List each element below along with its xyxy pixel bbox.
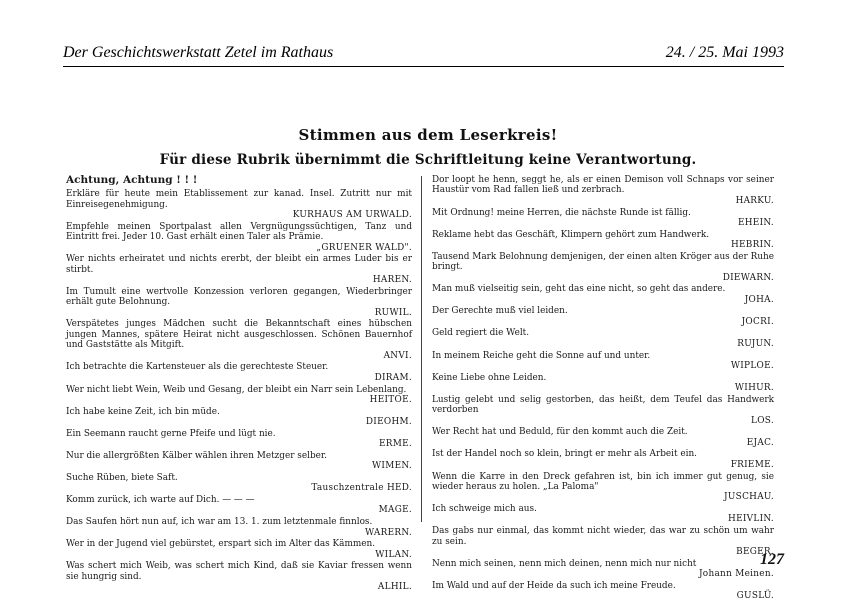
entry-text: Suche Rüben, biete Saft. [66, 472, 178, 483]
reader-entry [432, 504, 774, 525]
entry-text: Das gabs nur einmal, das kommt nicht wieder, das war zu schön um wahr zu sein. [432, 526, 774, 547]
entry-text: Im Wald und auf der Heide da such ich meine Freude. [432, 580, 676, 591]
reader-entry [432, 395, 774, 426]
running-header-title: Der Geschichtswerkstatt Zetel im Rathaus [63, 44, 334, 61]
reader-entry [66, 189, 412, 220]
entry-text: Erkläre für heute mein Etablissement zur kanad. Insel. Zutritt nur mit Einreisegenehmigung. [66, 189, 412, 210]
entry-author: EJAC. [746, 437, 774, 448]
entry-author: BEGER. [736, 546, 774, 557]
entry-text: Nur die allergrößten Kälber wählen ihren Metzger selber. [66, 450, 327, 461]
entry-text: Geld regiert die Welt. [432, 328, 530, 339]
reader-entry [66, 407, 412, 428]
reader-entry [432, 472, 774, 503]
entry-text: Keine Liebe ohne Leiden. [432, 372, 547, 383]
reader-entry [432, 328, 774, 349]
reader-entry [66, 254, 412, 285]
column-divider [421, 176, 422, 522]
column-heading: Achtung, Achtung ! ! ! [66, 174, 198, 186]
entry-author: HARKU. [735, 195, 774, 206]
entry-author: LOS. [751, 415, 774, 426]
entry-author: ANVI. [383, 350, 412, 361]
entry-text: Ich habe keine Zeit, ich bin müde. [66, 406, 220, 417]
reader-entry [432, 230, 774, 251]
entry-text: Reklame hebt das Geschäft, Klimpern gehört zum Handwerk. [432, 229, 710, 240]
entry-author: KURHAUS AM URWALD. [292, 210, 412, 221]
entry-author: FRIEME. [730, 459, 774, 470]
entry-text: Ist der Handel noch so klein, bringt er mehr als Arbeit ein. [432, 449, 697, 460]
entry-author: EHEIN. [737, 217, 774, 228]
entry-text: Ich betrachte die Kartensteuer als die gerechteste Steuer. [66, 362, 329, 373]
reader-entry [66, 429, 412, 450]
entry-text: Empfehle meinen Sportpalast allen Vergnügungssüchtigen, Tanz und Eintritt frei. Jeder 10. Gast erhält einen Taler als Prämie. [66, 221, 412, 243]
page-number: 127 [760, 551, 784, 568]
right-column [432, 175, 774, 603]
reader-entry [432, 427, 774, 448]
reader-entry [66, 319, 412, 361]
entry-author: DIEOHM. [365, 417, 412, 428]
entry-author: JUSCHAU. [724, 492, 774, 503]
entry-text: Mit Ordnung! meine Herren, die nächste Runde ist fällig. [432, 207, 691, 218]
entry-author: JOHA. [744, 294, 774, 305]
entry-author: „GRUENER WALD". [316, 242, 412, 253]
entry-author: MAGE. [378, 505, 412, 516]
entry-author: WIMEN. [371, 461, 412, 472]
entry-author: HEBRIN. [730, 240, 774, 251]
reader-entry [66, 287, 412, 318]
entry-text: Der Gerechte muß viel leiden. [432, 306, 568, 317]
entry-author: RUWIL. [374, 307, 412, 318]
reader-entry [432, 581, 774, 602]
entry-author: HEIVLIN. [728, 514, 774, 525]
entry-author: WARERN. [364, 527, 412, 538]
entry-author: ALHIL. [377, 582, 412, 593]
reader-entry [66, 517, 412, 538]
entry-text: Ich schweige mich aus. [432, 504, 537, 515]
entry-text: Wer in der Jugend viel gebürstet, erspart sich im Alter das Kämmen. [66, 539, 376, 550]
reader-entry [66, 362, 412, 383]
reader-entry [432, 559, 774, 580]
entry-text: Komm zurück, ich warte auf Dich. — — — [66, 495, 255, 506]
entry-text: Im Tumult eine wertvolle Konzession verloren gegangen, Wiederbringer erhält gute Belohnung. [66, 286, 412, 308]
reader-entry [66, 561, 412, 592]
entry-text: Tausend Mark Belohnung demjenigen, der einen alten Kröger aus der Ruhe bringt. [432, 251, 774, 273]
reader-entry [432, 252, 774, 283]
reader-entry [432, 373, 774, 394]
entry-text: Wer nichts erheiratet und nichts ererbt, der bleibt ein armes Luder bis er stirbt. [66, 254, 412, 275]
entry-text: Lustig gelebt und selig gestorben, das heißt, dem Teufel das Handwerk verdorben [432, 394, 774, 416]
entry-text: Ein Seemann raucht gerne Pfeife und lügt nie. [66, 428, 276, 439]
reader-entry [432, 351, 774, 372]
entry-text: Man muß vielseitig sein, geht das eine nicht, so geht das andere. [432, 284, 726, 295]
entry-author: DIEWARN. [722, 272, 774, 283]
entry-author: HAREN. [372, 275, 412, 286]
entry-text: Das Saufen hört nun auf, ich war am 13. 1. zum letztenmale finnlos. [66, 517, 373, 528]
entry-text: Wenn die Karre in den Dreck gefahren ist, bin ich immer gut genug, sie wieder heraus zu holen. „La Paloma" [432, 471, 774, 492]
running-header-date: 24. / 25. Mai 1993 [665, 44, 784, 61]
article-title: Stimmen aus dem Leserkreis! [298, 126, 558, 144]
header-rule [63, 66, 784, 67]
entry-author: WIPLOE. [730, 360, 774, 371]
article-subtitle: Für diese Rubrik übernimmt die Schriftleitung keine Verantwortung. [159, 152, 697, 168]
entry-author: RUJUN. [737, 338, 774, 349]
reader-entry [432, 208, 774, 229]
entry-text: Dor loopt he henn, seggt he, als er einen Demison voll Schnaps vor seiner Haustür vom Rad fallen ließ und zerbrach. [432, 175, 774, 196]
entry-text: In meinem Reiche geht die Sonne auf und unter. [432, 350, 651, 361]
left-column [66, 175, 412, 594]
entry-author: JOCRI. [741, 316, 774, 327]
reader-entry [66, 539, 412, 560]
reader-entry [432, 306, 774, 327]
entry-author: Tauschzentrale HED. [311, 483, 412, 494]
reader-entry [432, 526, 774, 557]
entry-author: DIRAM. [374, 372, 412, 383]
entry-author: WILAN. [375, 549, 412, 560]
entry-text: Wer nicht liebt Wein, Weib und Gesang, der bleibt ein Narr sein Lebenlang. [66, 384, 407, 395]
entry-text: Was schert mich Weib, was schert mich Kind, daß sie Kaviar fressen wenn sie hungrig sind. [66, 561, 412, 582]
entry-text: Nenn mich seinen, nenn mich deinen, nenn mich nur nicht [432, 558, 697, 569]
reader-entry [66, 473, 412, 494]
reader-entry [66, 385, 412, 406]
reader-entry [66, 495, 412, 516]
entry-text: Wer Recht hat und Beduld, für den kommt auch die Zeit. [432, 427, 688, 438]
reader-entry [432, 284, 774, 305]
reader-entry [432, 449, 774, 470]
entry-text: Verspätetes junges Mädchen sucht die Bekanntschaft eines hübschen jungen Mannes, spätere Heirat nicht ausgeschlossen. Schönen Bauernhof und Gaststätte als Mitgift. [66, 319, 412, 351]
entry-author: Johann Meinen. [698, 569, 774, 580]
entry-author: HEITOE. [369, 394, 412, 405]
entry-author: GUSLÜ. [736, 591, 774, 602]
entry-author: ERME. [378, 439, 412, 450]
reader-entry [66, 451, 412, 472]
reader-entry [66, 222, 412, 253]
entry-author: WIHUR. [734, 383, 774, 394]
reader-entry [432, 175, 774, 206]
